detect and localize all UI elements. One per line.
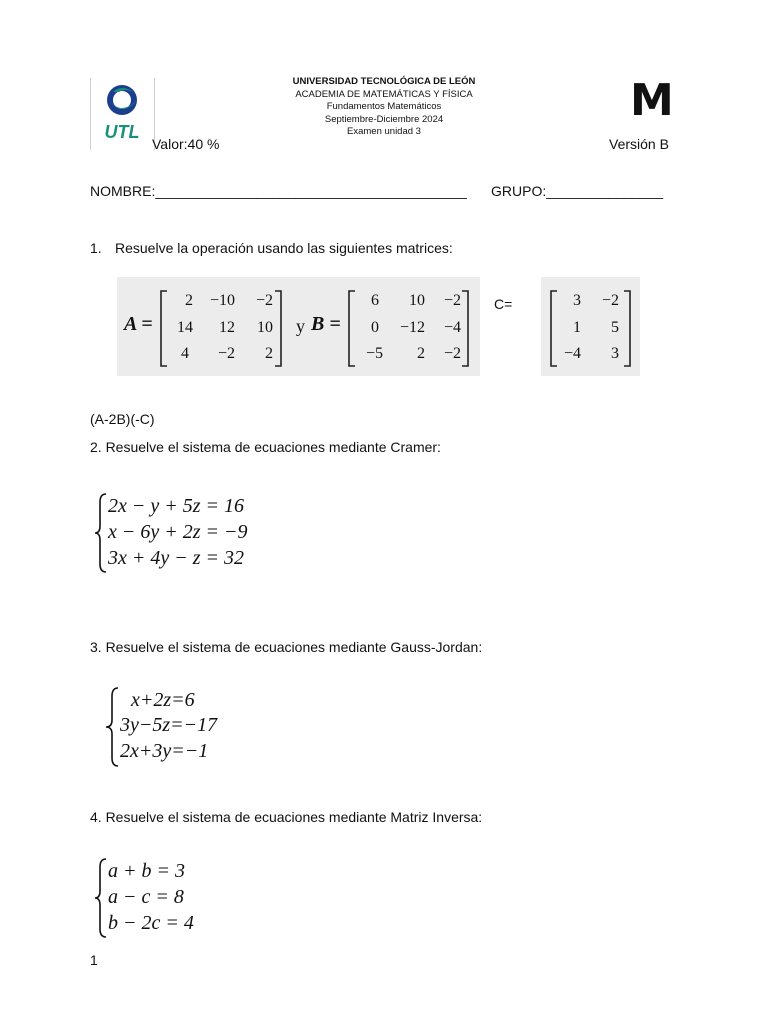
- matrix-a-cell: 14: [177, 319, 193, 336]
- system-brace: [94, 857, 108, 939]
- q4-equation: a + b = 3: [108, 860, 185, 882]
- matrix-b-cell: −12: [399, 319, 425, 336]
- matrix-a-cell: −2: [255, 292, 273, 309]
- matrix-c-cell: 3: [611, 345, 619, 362]
- q2-equation: 2x − y + 5z = 16: [108, 495, 245, 517]
- page-number: 1: [90, 952, 98, 968]
- conjunction: y: [296, 316, 305, 336]
- logo-text: UTL: [104, 122, 140, 142]
- matrix-c-cell: 5: [611, 319, 619, 336]
- matrices-a-b-box: [117, 277, 480, 376]
- q4-equation: b − 2c = 4: [108, 912, 194, 934]
- q2-equation: x − 6y + 2z = −9: [108, 521, 248, 543]
- q1-text: Resuelve la operación usando las siguientes matrices:: [115, 240, 453, 256]
- q4-equation: a − c = 8: [108, 886, 184, 908]
- university-name: UNIVERSIDAD TECNOLÓGICA DE LEÓN: [292, 76, 476, 87]
- system-brace: [104, 686, 120, 768]
- matrix-b-cell: 0: [371, 319, 379, 336]
- term: Septiembre-Diciembre 2024: [324, 113, 444, 125]
- matrix-a-cell: −2: [217, 345, 235, 362]
- group-field: GRUPO:_______________: [491, 183, 664, 199]
- q3-equation: 2x+3y=−1: [120, 740, 209, 762]
- academy-name: ACADEMIA DE MATEMÁTICAS Y FÍSICA: [295, 88, 473, 100]
- matrix-b-cell: −5: [365, 345, 383, 362]
- matrix-b-cell: −4: [443, 319, 461, 336]
- course-name: Fundamentos Matemáticos: [326, 101, 442, 113]
- q2-equation: 3x + 4y − z = 32: [108, 547, 245, 569]
- q3-text: 3. Resuelve el sistema de ecuaciones mediante Gauss-Jordan:: [90, 639, 483, 655]
- system-brace: [94, 492, 108, 574]
- matrix-a-cell: 10: [257, 319, 273, 336]
- q1-operation: (A-2B)(-C): [90, 411, 155, 427]
- matrix-c-label: C=: [494, 296, 513, 312]
- version-letter-logo: M: [630, 75, 674, 126]
- q3-equation: 3y−5z=−17: [120, 714, 218, 736]
- university-logo: [90, 78, 155, 150]
- matrix-a-cell: −10: [209, 292, 235, 309]
- matrix-b-cell: 2: [417, 345, 425, 362]
- matrix-c-box: [541, 277, 640, 376]
- matrix-a-cell: 2: [265, 345, 273, 362]
- matrix-c-cell: −4: [563, 345, 581, 362]
- exam-name: Examen unidad 3: [347, 126, 421, 138]
- exam-version: Versión B: [609, 136, 669, 152]
- matrix-b-cell: −2: [443, 292, 461, 309]
- matrix-a-cell: 4: [181, 345, 189, 362]
- matrix-a-cell: 2: [185, 292, 193, 309]
- matrix-c-cell: 1: [573, 319, 581, 336]
- q1-number: 1.: [90, 240, 102, 256]
- exam-value: Valor:40 %: [152, 136, 220, 152]
- name-field: NOMBRE:________________________________________: [90, 183, 467, 199]
- q2-text: 2. Resuelve el sistema de ecuaciones mediante Cramer:: [90, 439, 441, 455]
- matrix-b-label: B =: [311, 313, 341, 335]
- matrix-a-label: A =: [124, 313, 153, 335]
- matrix-c-cell: 3: [573, 292, 581, 309]
- matrix-b-cell: −2: [443, 345, 461, 362]
- matrix-b-cell: 10: [409, 292, 425, 309]
- matrix-b-cell: 6: [371, 292, 379, 309]
- q3-equation: x+2z=6: [131, 689, 195, 711]
- q4-text: 4. Resuelve el sistema de ecuaciones mediante Matriz Inversa:: [90, 809, 483, 825]
- matrix-a-cell: 12: [219, 319, 235, 336]
- exam-header: [244, 76, 524, 139]
- matrix-c-cell: −2: [601, 292, 619, 309]
